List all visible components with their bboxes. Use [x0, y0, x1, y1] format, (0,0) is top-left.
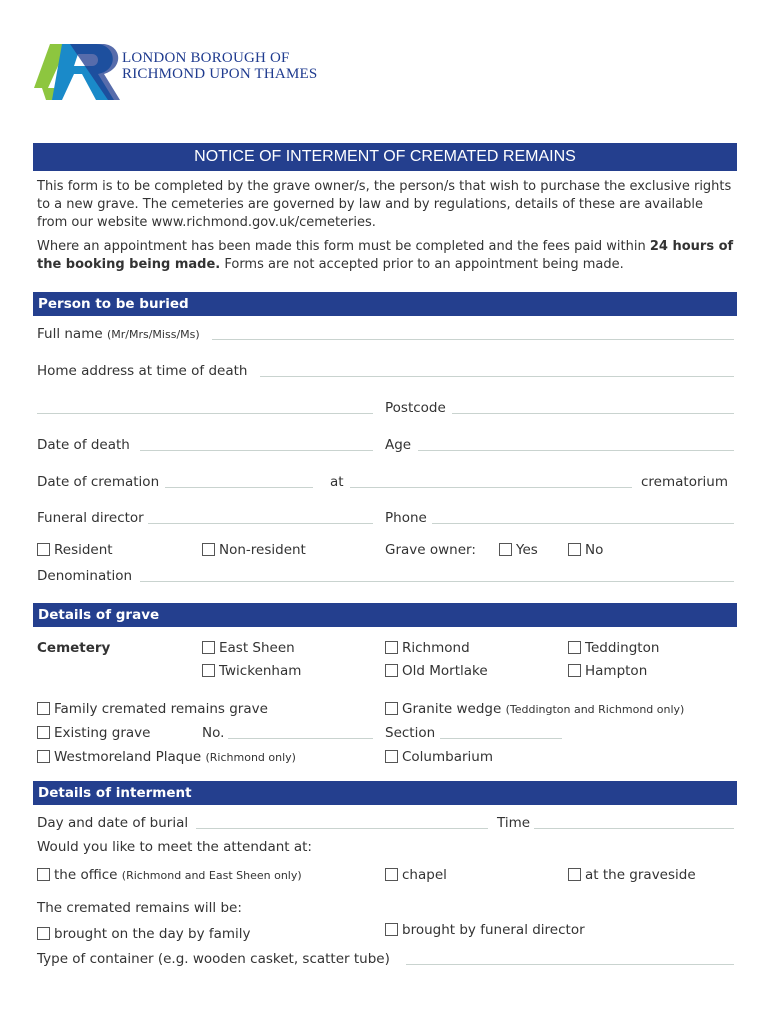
org-name [122, 50, 317, 82]
funeral-director-field[interactable] [148, 523, 373, 524]
meet-chapel-checkbox[interactable] [385, 868, 398, 881]
full-name-hint: (Mr/Mrs/Miss/Ms) [106, 328, 200, 341]
richmond-label: Richmond [402, 640, 470, 656]
container-type-field[interactable] [406, 964, 734, 965]
teddington-checkbox[interactable] [568, 641, 581, 654]
grave-owner-yes-checkbox[interactable] [499, 543, 512, 556]
section-label: Section [385, 725, 436, 741]
crematorium-label: crematorium [641, 474, 728, 490]
full-name-label [37, 325, 200, 344]
meet-attendant-question: Would you like to meet the attendant at: [37, 839, 312, 855]
meet-office-checkbox[interactable] [37, 868, 50, 881]
grave-owner-no-label: No [585, 542, 604, 558]
brought-by-director-checkbox[interactable] [385, 923, 398, 936]
date-of-cremation-label: Date of cremation [37, 474, 160, 490]
westmoreland-plaque-label: Westmoreland Plaque [54, 749, 202, 765]
teddington-label: Teddington [585, 640, 660, 656]
existing-grave-checkbox[interactable] [37, 726, 50, 739]
richmond-option[interactable] [385, 639, 470, 657]
old-mortlake-checkbox[interactable] [385, 664, 398, 677]
time-field[interactable] [534, 828, 734, 829]
home-address-label: Home address at time of death [37, 363, 248, 379]
meet-chapel-label: chapel [402, 867, 447, 883]
columbarium-checkbox[interactable] [385, 750, 398, 763]
resident-checkbox[interactable] [37, 543, 50, 556]
section-person-to-be-buried: Person to be buried [33, 292, 737, 316]
teddington-option[interactable] [568, 639, 659, 657]
denomination-label: Denomination [37, 568, 133, 584]
grave-owner-yes-label: Yes [516, 542, 538, 558]
meet-chapel-option[interactable] [385, 866, 447, 884]
hampton-option[interactable] [568, 662, 647, 680]
brought-by-family-checkbox[interactable] [37, 927, 50, 940]
east-sheen-checkbox[interactable] [202, 641, 215, 654]
remains-will-be-label: The cremated remains will be: [37, 900, 242, 916]
grave-owner-yes-option[interactable] [499, 541, 538, 559]
hampton-checkbox[interactable] [568, 664, 581, 677]
org-name-line2: RICHMOND UPON THAMES [122, 66, 318, 82]
resident-option[interactable] [37, 541, 113, 559]
granite-wedge-hint: (Teddington and Richmond only) [505, 703, 685, 716]
existing-grave-label: Existing grave [54, 725, 151, 741]
family-grave-option[interactable] [37, 700, 268, 718]
non-resident-label: Non-resident [219, 542, 306, 558]
old-mortlake-option[interactable] [385, 662, 488, 680]
columbarium-option[interactable] [385, 748, 493, 766]
page-title: NOTICE OF INTERMENT OF CREMATED REMAINS [33, 143, 737, 171]
container-type-label: Type of container (e.g. wooden casket, scatter tube) [37, 951, 390, 967]
org-name-line1: LONDON BOROUGH OF [122, 50, 290, 66]
time-label: Time [497, 815, 531, 831]
family-grave-label: Family cremated remains grave [54, 701, 268, 717]
section-details-of-interment: Details of interment [33, 781, 737, 805]
postcode-field[interactable] [452, 413, 734, 414]
resident-label: Resident [54, 542, 113, 558]
intro-p2-bold: 24 hours of the booking being made. [37, 239, 734, 272]
family-grave-checkbox[interactable] [37, 702, 50, 715]
funeral-director-label: Funeral director [37, 510, 144, 526]
home-address-field[interactable] [260, 376, 734, 377]
intro-paragraph-2 [37, 238, 737, 274]
twickenham-option[interactable] [202, 662, 301, 680]
section-field[interactable] [440, 738, 562, 739]
meet-office-hint: (Richmond and East Sheen only) [121, 869, 302, 882]
intro-p2-text-a: Where an appointment has been made this form must be completed and the fees paid within [37, 239, 650, 254]
crematorium-field[interactable] [350, 487, 632, 488]
westmoreland-plaque-checkbox[interactable] [37, 750, 50, 763]
grave-number-label: No. [202, 725, 225, 741]
denomination-field[interactable] [140, 581, 734, 582]
hampton-label: Hampton [585, 663, 648, 679]
grave-owner-label: Grave owner: [385, 542, 476, 558]
date-of-cremation-field[interactable] [165, 487, 313, 488]
section-details-of-grave: Details of grave [33, 603, 737, 627]
day-date-field[interactable] [196, 828, 488, 829]
twickenham-label: Twickenham [219, 663, 302, 679]
meet-office-option[interactable] [37, 866, 302, 885]
date-of-death-field[interactable] [140, 450, 373, 451]
brought-by-family-option[interactable] [37, 925, 251, 943]
postcode-label: Postcode [385, 400, 446, 416]
age-label: Age [385, 437, 412, 453]
east-sheen-label: East Sheen [219, 640, 295, 656]
meet-office-label: the office [54, 867, 118, 883]
day-date-label: Day and date of burial [37, 815, 189, 831]
at-label: at [330, 474, 344, 490]
intro-p2-text-b: Forms are not accepted prior to an appointment being made. [220, 257, 624, 272]
meet-graveside-option[interactable] [568, 866, 696, 884]
brought-by-director-label: brought by funeral director [402, 922, 585, 938]
twickenham-checkbox[interactable] [202, 664, 215, 677]
grave-owner-no-option[interactable] [568, 541, 603, 559]
intro-paragraph-1: This form is to be completed by the grave owner/s, the person/s that wish to purchase the exclusive rights to a new grave. The cemeteries are governed by law and by regulations, details of these are available from our website www.richmond.gov.uk/cemeteries. [37, 179, 732, 230]
phone-field[interactable] [432, 523, 734, 524]
date-of-death-label: Date of death [37, 437, 130, 453]
council-logo-mark [34, 42, 126, 104]
westmoreland-plaque-hint: (Richmond only) [205, 751, 296, 764]
existing-grave-option[interactable] [37, 724, 150, 742]
brought-by-director-option[interactable] [385, 921, 585, 939]
richmond-checkbox[interactable] [385, 641, 398, 654]
full-name-text: Full name [37, 326, 103, 342]
westmoreland-plaque-option[interactable] [37, 748, 296, 767]
east-sheen-option[interactable] [202, 639, 295, 657]
phone-label: Phone [385, 510, 427, 526]
grave-owner-no-checkbox[interactable] [568, 543, 581, 556]
non-resident-option[interactable] [202, 541, 306, 559]
council-logo [34, 42, 124, 102]
full-name-field[interactable] [212, 339, 734, 340]
meet-graveside-checkbox[interactable] [568, 868, 581, 881]
brought-by-family-label: brought on the day by family [54, 926, 251, 942]
cemetery-label: Cemetery [37, 640, 111, 656]
home-address-field-line2[interactable] [37, 413, 373, 414]
granite-wedge-label: Granite wedge [402, 701, 502, 717]
granite-wedge-option[interactable] [385, 700, 684, 719]
age-field[interactable] [418, 450, 734, 451]
meet-graveside-label: at the graveside [585, 867, 696, 883]
granite-wedge-checkbox[interactable] [385, 702, 398, 715]
columbarium-label: Columbarium [402, 749, 493, 765]
grave-number-field[interactable] [228, 738, 373, 739]
old-mortlake-label: Old Mortlake [402, 663, 488, 679]
non-resident-checkbox[interactable] [202, 543, 215, 556]
